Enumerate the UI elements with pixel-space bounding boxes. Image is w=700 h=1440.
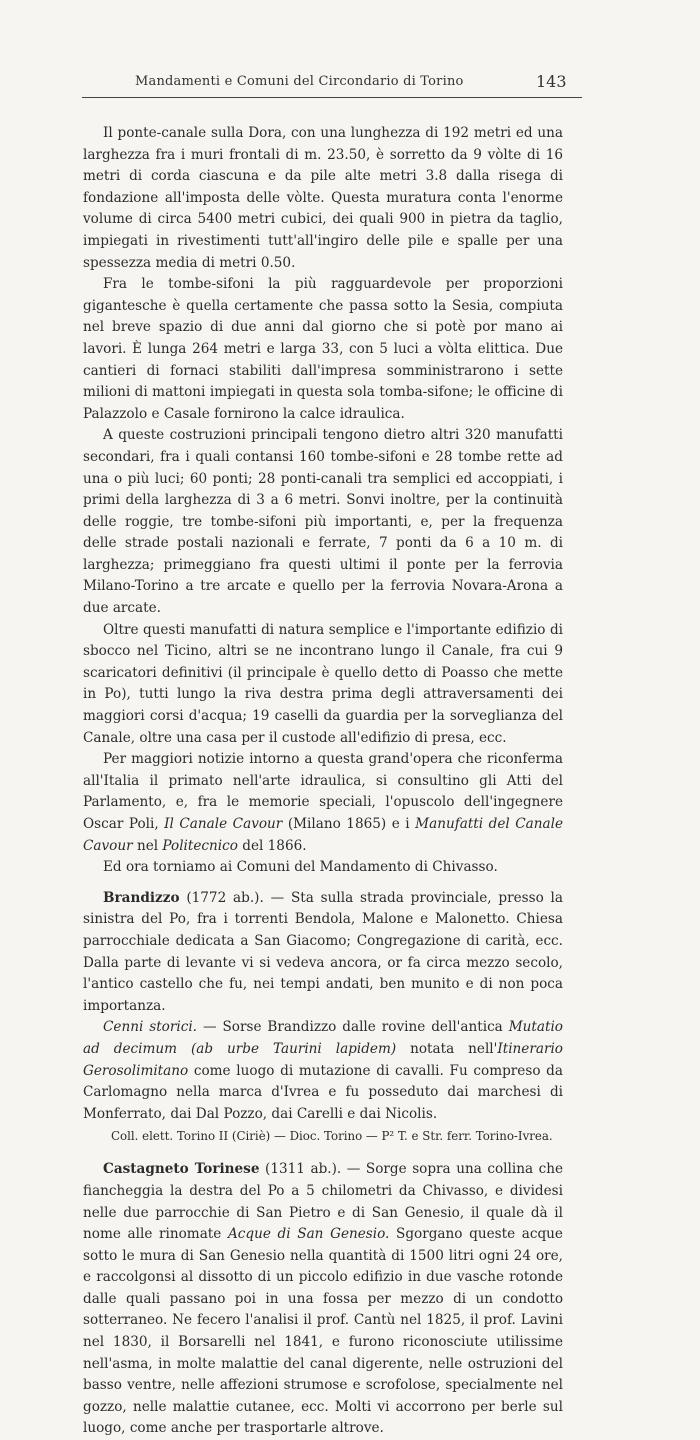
page-number: 143 xyxy=(536,72,567,91)
cenni-label: Cenni storici. xyxy=(103,1019,197,1036)
text-run: notata nell' xyxy=(396,1040,498,1057)
page-body xyxy=(83,123,563,1440)
spacer xyxy=(83,1147,563,1159)
book-title: Il Canale Cavour xyxy=(164,816,283,832)
entry-brandizzo-cenni xyxy=(83,1017,563,1125)
paragraph-maggiori-notizie xyxy=(83,749,563,857)
entry-brandizzo-collegio: Coll. elett. Torino II (Ciriè) — Dioc. Torino — P² T. e Str. ferr. Torino-Ivrea. xyxy=(111,1129,553,1144)
paragraph-tombe-sifoni: Fra le tombe-sifoni la più ragguardevole per proporzioni gigantesche è quella certamente che passa sotto la Sesia, compiuta nel breve spazio di due anni dal giorno che si potè por mano ai lavori. È lunga 264 metri e larga 33, con 5 luci a vòlta elittica. Due cantieri di fornaci stabiliti dall'impresa somministrarono i sette milioni di mattoni impiegati in questa sola tomba-sifone; le officine di Palazzolo e Casale fornirono la calce idraulica. xyxy=(83,276,563,422)
text-run: del 1866. xyxy=(237,837,307,854)
entry-castagneto xyxy=(83,1159,563,1440)
journal-title: Politecnico xyxy=(162,837,238,854)
entry-text: Sgorgano queste acque sotto le mura di San Genesio nella quantità di 1500 litri ogni 24 ore, e raccolgonsi al dissotto di un piccolo edifizio in due vasche rotonde dalle quali passano poi in una fossa per mezzo di un condotto sotterraneo. Ne fecero l'analisi il prof. Cantù nel 1825, il prof. Lavini nel 1830, il Borsarelli nel 1841, e furono riconosciute utilissime nell'asma, in molte malattie del canal digerente, nelle ostruzioni del basso ventre, nelle affezioni strumose e scrofolose, specialmente nel gozzo, nelle malattie cutanee, ecc. Molti vi accorrono per berle sul luogo, come anche per trasportarle altrove. xyxy=(83,1226,563,1437)
latin-phrase: Mutatio ad decimum (ab urbe Taurini lapidem) xyxy=(83,1019,563,1057)
paragraph-manufatti-secondari: A queste costruzioni principali tengono dietro altri 320 manufatti secondari, fra i quali contansi 160 tombe-sifoni e 28 tombe rette ad una o più luci; 60 ponti; 28 ponti-canali tra semplici ed accoppiati, i primi della larghezza di 3 a 6 metri. Sonvi inoltre, per la continuità delle roggie, tre tombe-sifoni più importanti, e, per la frequenza delle strade postali nazionali e ferrate, 7 ponti da 6 a 10 m. di larghezza; primeggiano fra questi ultimi il ponte per la ferrovia Milano-Torino a tre arcate e quello per la ferrovia Novara-Arona a due arcate. xyxy=(83,427,563,617)
book-title: Manufatti del Canale Cavour xyxy=(83,816,564,854)
paragraph-ponte-canale: Il ponte-canale sulla Dora, con una lunghezza di 192 metri ed una larghezza fra i muri frontali di m. 23.50, è sorretto da 9 vòlte di 16 metri di corda ciascuna e da pile alte metri 3.8 dalla risega di fondazione all'imposta delle vòlte. Questa muratura conta l'enorme volume di circa 5400 metri cubici, dei quali 900 in pietra da taglio, impiegati in rivestimenti tutt'all'ingiro delle pile e spalle per una spessezza media di metri 0.50. xyxy=(83,125,563,271)
entry-text: (1311 ab.). — Sorge sopra una collina che fiancheggia la destra del Po a 5 chilometri da Chivasso, e dividesi nelle due parrocchie di San Pietro e di San Genesio, il quale dà il nome alle rinomate xyxy=(83,1161,564,1243)
text-run: come luogo di mutazione di cavalli. Fu compreso da Carlomagno nella marca d'Ivrea e fu posseduto dai marchesi di Monferrato, dai Dal Pozzo, dai Carelli e dai Nicolis. xyxy=(83,1062,563,1122)
entry-text: (1772 ab.). — Sta sulla strada provinciale, presso la sinistra del Po, fra i torrenti Bendola, Malone e Malonetto. Chiesa parrocchiale dedicata a San Giacomo; Congregazione di carità, ecc. Dalla parte di levante vi si vedeva ancora, or fa circa mezzo secolo, l'antico castello che fu, nei tempi andati, ben munito e di non poca importanza. xyxy=(83,889,563,1014)
header-rule xyxy=(82,97,582,98)
spacer xyxy=(83,879,563,888)
text-run: — Sorse Brandizzo dalle rovine dell'antica xyxy=(197,1019,509,1036)
text-run: (Milano 1865) e i xyxy=(282,816,416,832)
entry-brandizzo xyxy=(83,888,563,1018)
paragraph-scaricatori: Oltre questi manufatti di natura semplice e l'importante edifizio di sbocco nel Ticino, altri se ne incontrano lungo il Canale, fra cui 9 scaricatori definitivi (il principale è quello detto di Poasso che mette in Po), tutti lungo la riva destra prima degli attraversamenti dei maggiori corsi d'acqua; 19 caselli da guardia per la sorveglianza del Canale, oltre una casa per il custode all'edifizio di presa, ecc. xyxy=(83,621,563,746)
paragraph-transition: Ed ora torniamo ai Comuni del Mandamento di Chivasso. xyxy=(103,859,498,876)
running-header xyxy=(0,72,700,94)
acque-name: Acque di San Genesio. xyxy=(227,1226,390,1243)
entry-name: Brandizzo xyxy=(103,889,180,906)
header-title: Mandamenti e Comuni del Circondario di Torino xyxy=(135,74,464,89)
text-run: Per maggiori notizie intorno a questa grand'opera che riconferma all'Italia il primato nell'arte idraulica, si consultino gli Atti del Parlamento, e, fra le memorie speciali, l'opuscolo dell'ingegnere Oscar Poli, xyxy=(83,751,563,832)
itinerary-title: Itinerario Gerosolimitano xyxy=(83,1040,563,1079)
text-run: nel xyxy=(132,837,163,854)
entry-name: Castagneto Torinese xyxy=(103,1161,260,1178)
